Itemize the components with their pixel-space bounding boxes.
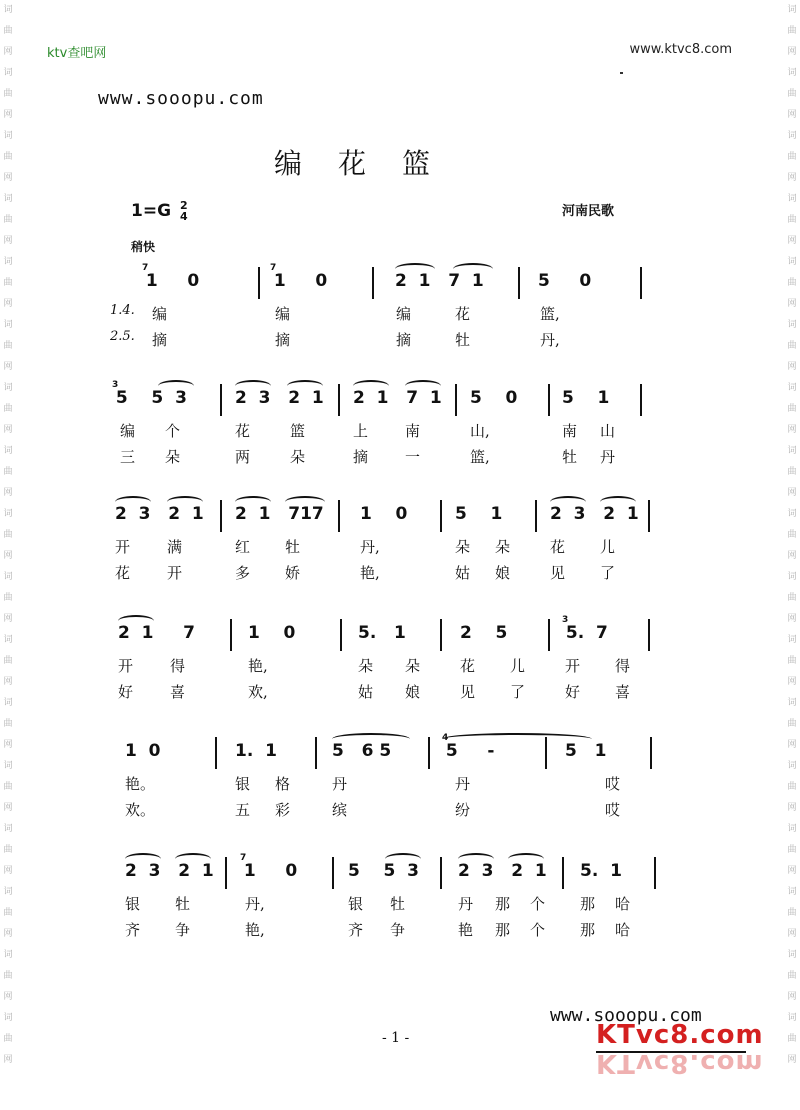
lyric: 姑 — [455, 564, 471, 582]
notes-measure-2: 1 0 — [248, 623, 296, 643]
notes-measure-4: 5 - — [440, 741, 495, 761]
notes-measure-1: 2 3 2 1 — [115, 504, 204, 524]
lyric-row-2 — [110, 799, 655, 825]
lyric-row-1 — [110, 655, 655, 681]
grace-note: 3 — [112, 380, 119, 390]
notes-measure-4: 2 5 — [460, 623, 508, 643]
lyric: 篮, — [540, 305, 560, 323]
time-numerator: 2 — [179, 199, 188, 212]
notes-row — [110, 733, 655, 773]
lyric: 开 — [118, 657, 134, 675]
notes-measure-1: 2 3 2 1 — [125, 861, 214, 881]
notes-measure-1: 5 5 3 — [110, 388, 187, 408]
lyric: 丹 — [455, 775, 471, 793]
grace-note: 7 — [240, 853, 247, 863]
lyric: 齐 — [348, 921, 364, 939]
notes-measure-2: 2 3 2 1 — [235, 388, 324, 408]
lyric: 朵 — [495, 538, 511, 556]
lyric: 红 — [235, 538, 251, 556]
barline — [535, 500, 537, 532]
notes-measure-2: 2 1 717 — [235, 504, 324, 524]
lyric: 好 — [118, 683, 134, 701]
lyric: 上 — [353, 422, 369, 440]
barline — [650, 737, 652, 769]
lyric: 艳, — [248, 657, 268, 675]
notes-row — [110, 263, 655, 303]
notes-measure-5: 5 1 — [562, 388, 610, 408]
score-system-5 — [110, 733, 655, 825]
barline — [648, 619, 650, 651]
lyric: 得 — [615, 657, 631, 675]
lyric: 欢, — [248, 683, 268, 701]
lyric: 编 — [120, 422, 136, 440]
grace-note: 4 — [442, 733, 449, 743]
lyric: 编 — [396, 305, 412, 323]
score-system-1 — [110, 263, 655, 355]
lyric: 山 — [600, 422, 616, 440]
lyric-row-1 — [110, 773, 655, 799]
score-system-3 — [110, 496, 655, 588]
barline — [215, 737, 217, 769]
barline — [338, 500, 340, 532]
notes-measure-5: 5 1 — [565, 741, 607, 761]
lyric: 齐 — [125, 921, 141, 939]
song-attribution: 河南民歌 — [562, 204, 615, 219]
lyric: 牡 — [390, 895, 406, 913]
lyric: 个 — [530, 895, 546, 913]
notes-measure-4: 5 1 — [455, 504, 503, 524]
notes-measure-2: 1 0 — [268, 271, 328, 291]
lyric: 娘 — [405, 683, 421, 701]
source-url-bottom: www.sooopu.com — [550, 1005, 702, 1026]
notes-measure-3: 2 1 7 1 — [353, 388, 442, 408]
slur — [158, 380, 194, 392]
notes-measure-2: 1 0 — [238, 861, 298, 881]
ktvc8-logo — [596, 1020, 764, 1080]
lyric: 开 — [115, 538, 131, 556]
lyric: 三 — [120, 448, 136, 466]
time-denominator: 4 — [179, 210, 188, 223]
notes-measure-4: 2 3 2 1 — [458, 861, 547, 881]
lyric: 娇 — [285, 564, 301, 582]
lyric-row-1 — [110, 536, 655, 562]
lyric: 彩 — [275, 801, 291, 819]
lyric: 摘 — [353, 448, 369, 466]
lyric: 山, — [470, 422, 490, 440]
notes-measure-2: 1. 1 — [235, 741, 277, 761]
lyric: 争 — [175, 921, 191, 939]
lyric: 五 — [235, 801, 251, 819]
lyric: 那 — [580, 895, 596, 913]
barline — [654, 857, 656, 889]
lyric-row-2 — [110, 681, 655, 707]
lyric: 丹, — [540, 331, 560, 349]
lyric: 一 — [405, 448, 421, 466]
lyric: 姑 — [358, 683, 374, 701]
lyric-row-2 — [110, 446, 655, 472]
logo-reflection: KTvc8.com — [596, 1048, 764, 1078]
barline — [440, 619, 442, 651]
barline — [455, 384, 457, 416]
lyric: 喜 — [615, 683, 631, 701]
notes-measure-5: 5. 1 — [580, 861, 622, 881]
lyric-row-2 — [110, 919, 655, 945]
lyric-row-1 — [110, 420, 655, 446]
barline — [230, 619, 232, 651]
lyric: 艳 — [458, 921, 474, 939]
notes-measure-4: 5 0 — [470, 388, 518, 408]
source-url-top: www.sooopu.com — [98, 88, 264, 109]
notes-measure-3: 2 1 7 1 — [395, 271, 484, 291]
logo-text: KTvc8.com — [596, 1020, 764, 1050]
lyric: 艳, — [360, 564, 380, 582]
verse-label-2: 2.5. — [110, 329, 135, 344]
lyric: 多 — [235, 564, 251, 582]
lyric: 南 — [562, 422, 578, 440]
lyric-row-1 — [110, 893, 655, 919]
song-title: 编花篮 — [273, 147, 466, 180]
score-system-6 — [110, 853, 655, 945]
verse-label-1: 1.4. — [110, 303, 135, 318]
right-watermark-strip: 词曲网词曲网词曲网词曲网词曲网词曲网词曲网词曲网词曲网词曲网词曲网词曲网词曲网词曲网词曲网词曲网词曲网 — [787, 5, 797, 1065]
barline — [548, 619, 550, 651]
lyric: 开 — [167, 564, 183, 582]
left-watermark-strip: 词曲网词曲网词曲网词曲网词曲网词曲网词曲网词曲网词曲网词曲网词曲网词曲网词曲网词曲网词曲网词曲网词曲网 — [3, 5, 13, 1065]
barline — [258, 267, 260, 299]
lyric: 个 — [165, 422, 181, 440]
lyric: 牡 — [285, 538, 301, 556]
barline — [428, 737, 430, 769]
tempo-marking: 稍快 — [131, 240, 156, 254]
lyric: 银 — [348, 895, 364, 913]
lyric: 丹 — [600, 448, 616, 466]
lyric: 朵 — [455, 538, 471, 556]
key-signature — [131, 200, 188, 222]
lyric: 花 — [115, 564, 131, 582]
lyric: 篮 — [290, 422, 306, 440]
lyric: 朵 — [165, 448, 181, 466]
score-system-4 — [110, 615, 655, 707]
barline — [220, 500, 222, 532]
notes-row — [110, 615, 655, 655]
barline — [518, 267, 520, 299]
lyric: 了 — [600, 564, 616, 582]
notes-measure-3: 5. 1 — [358, 623, 406, 643]
stray-mark — [620, 72, 623, 74]
lyric: 摘 — [275, 331, 291, 349]
lyric: 哈 — [615, 895, 631, 913]
lyric: 摘 — [152, 331, 168, 349]
barline — [562, 857, 564, 889]
notes-measure-1: 2 1 7 — [118, 623, 195, 643]
lyric: 娘 — [495, 564, 511, 582]
lyric: 编 — [152, 305, 168, 323]
lyric: 开 — [565, 657, 581, 675]
lyric: 丹, — [360, 538, 380, 556]
notes-measure-5: 5. 7 — [560, 623, 608, 643]
lyric: 朵 — [405, 657, 421, 675]
lyric: 缤 — [332, 801, 348, 819]
lyric: 艳。 — [125, 775, 156, 793]
lyric: 那 — [580, 921, 596, 939]
notes-measure-3: 5 6 5 — [332, 741, 392, 761]
lyric: 丹, — [245, 895, 265, 913]
barline — [440, 857, 442, 889]
barline — [640, 384, 642, 416]
barline — [648, 500, 650, 532]
lyric: 个 — [530, 921, 546, 939]
lyric: 儿 — [600, 538, 616, 556]
lyric: 银 — [125, 895, 141, 913]
lyric: 篮, — [470, 448, 490, 466]
notes-measure-3: 5 5 3 — [348, 861, 419, 881]
lyric: 牡 — [175, 895, 191, 913]
barline — [332, 857, 334, 889]
lyric: 好 — [565, 683, 581, 701]
lyric: 儿 — [510, 657, 526, 675]
lyric: 见 — [550, 564, 566, 582]
grace-note: 3 — [562, 615, 569, 625]
lyric: 哎 — [605, 801, 621, 819]
barline — [440, 500, 442, 532]
time-signature — [180, 200, 188, 222]
lyric: 欢。 — [125, 801, 156, 819]
lyric: 丹 — [458, 895, 474, 913]
lyric: 牡 — [562, 448, 578, 466]
barline — [372, 267, 374, 299]
site-name-left[interactable]: ktv查吧网 — [47, 46, 107, 61]
lyric: 得 — [170, 657, 186, 675]
lyric: 两 — [235, 448, 251, 466]
lyric: 花 — [235, 422, 251, 440]
lyric: 争 — [390, 921, 406, 939]
lyric: 银 — [235, 775, 251, 793]
lyric: 花 — [455, 305, 471, 323]
notes-row — [110, 496, 655, 536]
lyric: 纷 — [455, 801, 471, 819]
notes-row — [110, 853, 655, 893]
notes-measure-1: 1 0 — [140, 271, 200, 291]
lyric: 艳, — [245, 921, 265, 939]
barline — [545, 737, 547, 769]
site-url-right[interactable]: www.ktvc8.com — [629, 42, 732, 57]
lyric: 摘 — [396, 331, 412, 349]
lyric: 南 — [405, 422, 421, 440]
lyric: 了 — [510, 683, 526, 701]
lyric: 朵 — [358, 657, 374, 675]
lyric: 见 — [460, 683, 476, 701]
lyric-row-1 — [110, 303, 655, 329]
lyric: 朵 — [290, 448, 306, 466]
lyric: 哈 — [615, 921, 631, 939]
barline — [340, 619, 342, 651]
notes-measure-1: 1 0 — [125, 741, 161, 761]
notes-row — [110, 380, 655, 420]
notes-measure-3: 1 0 — [360, 504, 408, 524]
lyric: 格 — [275, 775, 291, 793]
key-text: 1=G — [131, 201, 172, 221]
notes-measure-4: 5 0 — [538, 271, 592, 291]
barline — [225, 857, 227, 889]
lyric: 那 — [495, 921, 511, 939]
lyric: 丹 — [332, 775, 348, 793]
barline — [220, 384, 222, 416]
grace-note: 7 — [142, 263, 149, 273]
lyric: 花 — [460, 657, 476, 675]
lyric: 那 — [495, 895, 511, 913]
barline — [548, 384, 550, 416]
score-system-2 — [110, 380, 655, 472]
lyric-row-2 — [110, 562, 655, 588]
barline — [338, 384, 340, 416]
lyric: 哎 — [605, 775, 621, 793]
lyric: 花 — [550, 538, 566, 556]
notes-measure-5: 2 3 2 1 — [550, 504, 639, 524]
barline — [640, 267, 642, 299]
lyric: 牡 — [455, 331, 471, 349]
lyric: 喜 — [170, 683, 186, 701]
barline — [315, 737, 317, 769]
lyric: 满 — [167, 538, 183, 556]
lyric: 编 — [275, 305, 291, 323]
lyric-row-2 — [110, 329, 655, 355]
grace-note: 7 — [270, 263, 277, 273]
page-number: - 1 - — [382, 1030, 410, 1046]
